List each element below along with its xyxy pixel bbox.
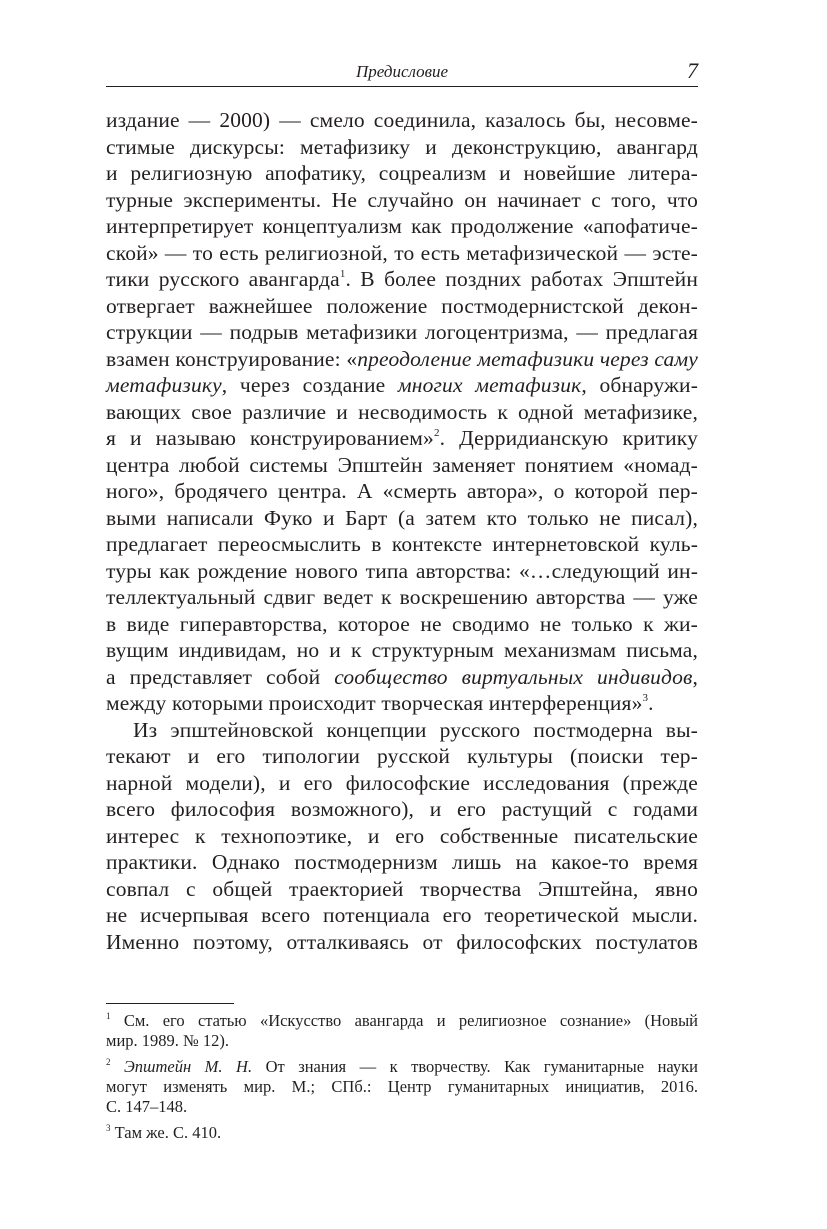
footnote-ref: 3 <box>642 692 649 704</box>
text-line: взамен конструирование: «преодоление метафизики через саму <box>106 346 698 371</box>
text-line: струкции — подрыв метафизики логоцентризма, — предлагая <box>106 320 698 344</box>
text-line: теллектуальный сдвиг ведет к воскрешению авторства — уже <box>106 585 698 609</box>
text-line: издание — 2000) — смело соединила, казалось бы, несовме- <box>106 108 698 132</box>
running-header <box>106 60 698 87</box>
text-line: отвергает важнейшее положение постмодернистской декон- <box>106 293 698 318</box>
text-line: интерес к технопоэтике, и его собственные писательские <box>106 823 698 848</box>
text-line: я и называю конструированием»$^2$. Дерридианскую критику <box>106 426 698 450</box>
footnote-line: С. 147–148. <box>106 1097 188 1116</box>
text-line: совпал с общей траекторией творчества Эпштейна, явно <box>106 876 698 901</box>
text-line: текают и его типологии русской культуры (поиски тер- <box>106 744 698 768</box>
footnote-line: мир. 1989. № 12). <box>106 1031 230 1050</box>
page-number: 7 <box>687 58 698 83</box>
text-line: всего философия возможного), и его растущий с годами <box>106 797 698 821</box>
text-line: тики русского авангарда$^1$. В более поздних работах Эпштейн <box>106 267 698 291</box>
text-line: нарной модели), и его философские исследования (прежде <box>106 770 698 795</box>
text-line: в виде гиперавторства, которое не сводимо не только к жи- <box>106 611 698 636</box>
text-line: метафизику, через создание многих метафизик, обнаружи- <box>106 373 699 397</box>
running-title: Предисловие <box>355 62 449 81</box>
text-line: выми написали Фуко и Барт (а затем кто только не писал), <box>106 505 698 530</box>
text-line: между которыми происходит творческая интерференция»$^3$. <box>106 691 654 715</box>
footnote-ref: 1 <box>339 268 346 280</box>
text-line: стимые дискурсы: метафизику и деконструкцию, авангард <box>106 134 698 159</box>
text-line: вущим индивидам, но и к структурным механизмам письма, <box>106 638 698 662</box>
text-line: и религиозную апофатику, соцреализм и новейшие литера- <box>106 161 698 185</box>
text-line: Именно поэтому, отталкиваясь от философских постулатов <box>106 929 698 954</box>
text-line: ской» — то есть религиозной, то есть метафизической — эсте- <box>106 240 698 265</box>
footnote-divider <box>106 1003 234 1004</box>
footnote-line: $^2$ Эпштейн М. Н. От знания — к творчеству. Как гуманитарные науки <box>106 1057 698 1076</box>
footnote-line: $^1$ См. его статью «Искусство авангарда и религиозное сознание» (Новый <box>106 1011 698 1030</box>
text-line: предлагает переосмыслить в контексте интернетовской куль- <box>106 532 698 556</box>
text-line: вающих свое различие и несводимость к одной метафизике, <box>106 399 698 424</box>
body-text <box>106 107 698 955</box>
text-line: интерпретирует концептуализм как продолжение «апофатиче- <box>106 214 698 238</box>
footnotes <box>106 1011 698 1143</box>
text-line: турные эксперименты. Не случайно он начинает с того, что <box>106 187 698 212</box>
footnote-ref: 2 <box>433 427 440 439</box>
text-line: туры как рождение нового типа авторства: «…следующий ин- <box>106 558 698 583</box>
text-line: практики. Однако постмодернизм лишь на какое-то время <box>106 850 698 874</box>
footnote-line: могут изменять мир. М.; СПб.: Центр гуманитарных инициатив, 2016. <box>106 1077 698 1096</box>
text-line: центра любой системы Эпштейн заменяет понятием «номад- <box>106 452 698 477</box>
text-line: не исчерпывая всего потенциала его теоретической мысли. <box>106 903 698 927</box>
text-line: ного», бродячего центра. А «смерть автора», о которой пер- <box>106 479 698 503</box>
footnote-line: $^3$ Там же. С. 410. <box>106 1123 222 1142</box>
text-line: Из эпштейновской концепции русского постмодерна вы- <box>133 717 698 742</box>
text-line: а представляет собой сообщество виртуальных индивидов, <box>106 664 698 689</box>
